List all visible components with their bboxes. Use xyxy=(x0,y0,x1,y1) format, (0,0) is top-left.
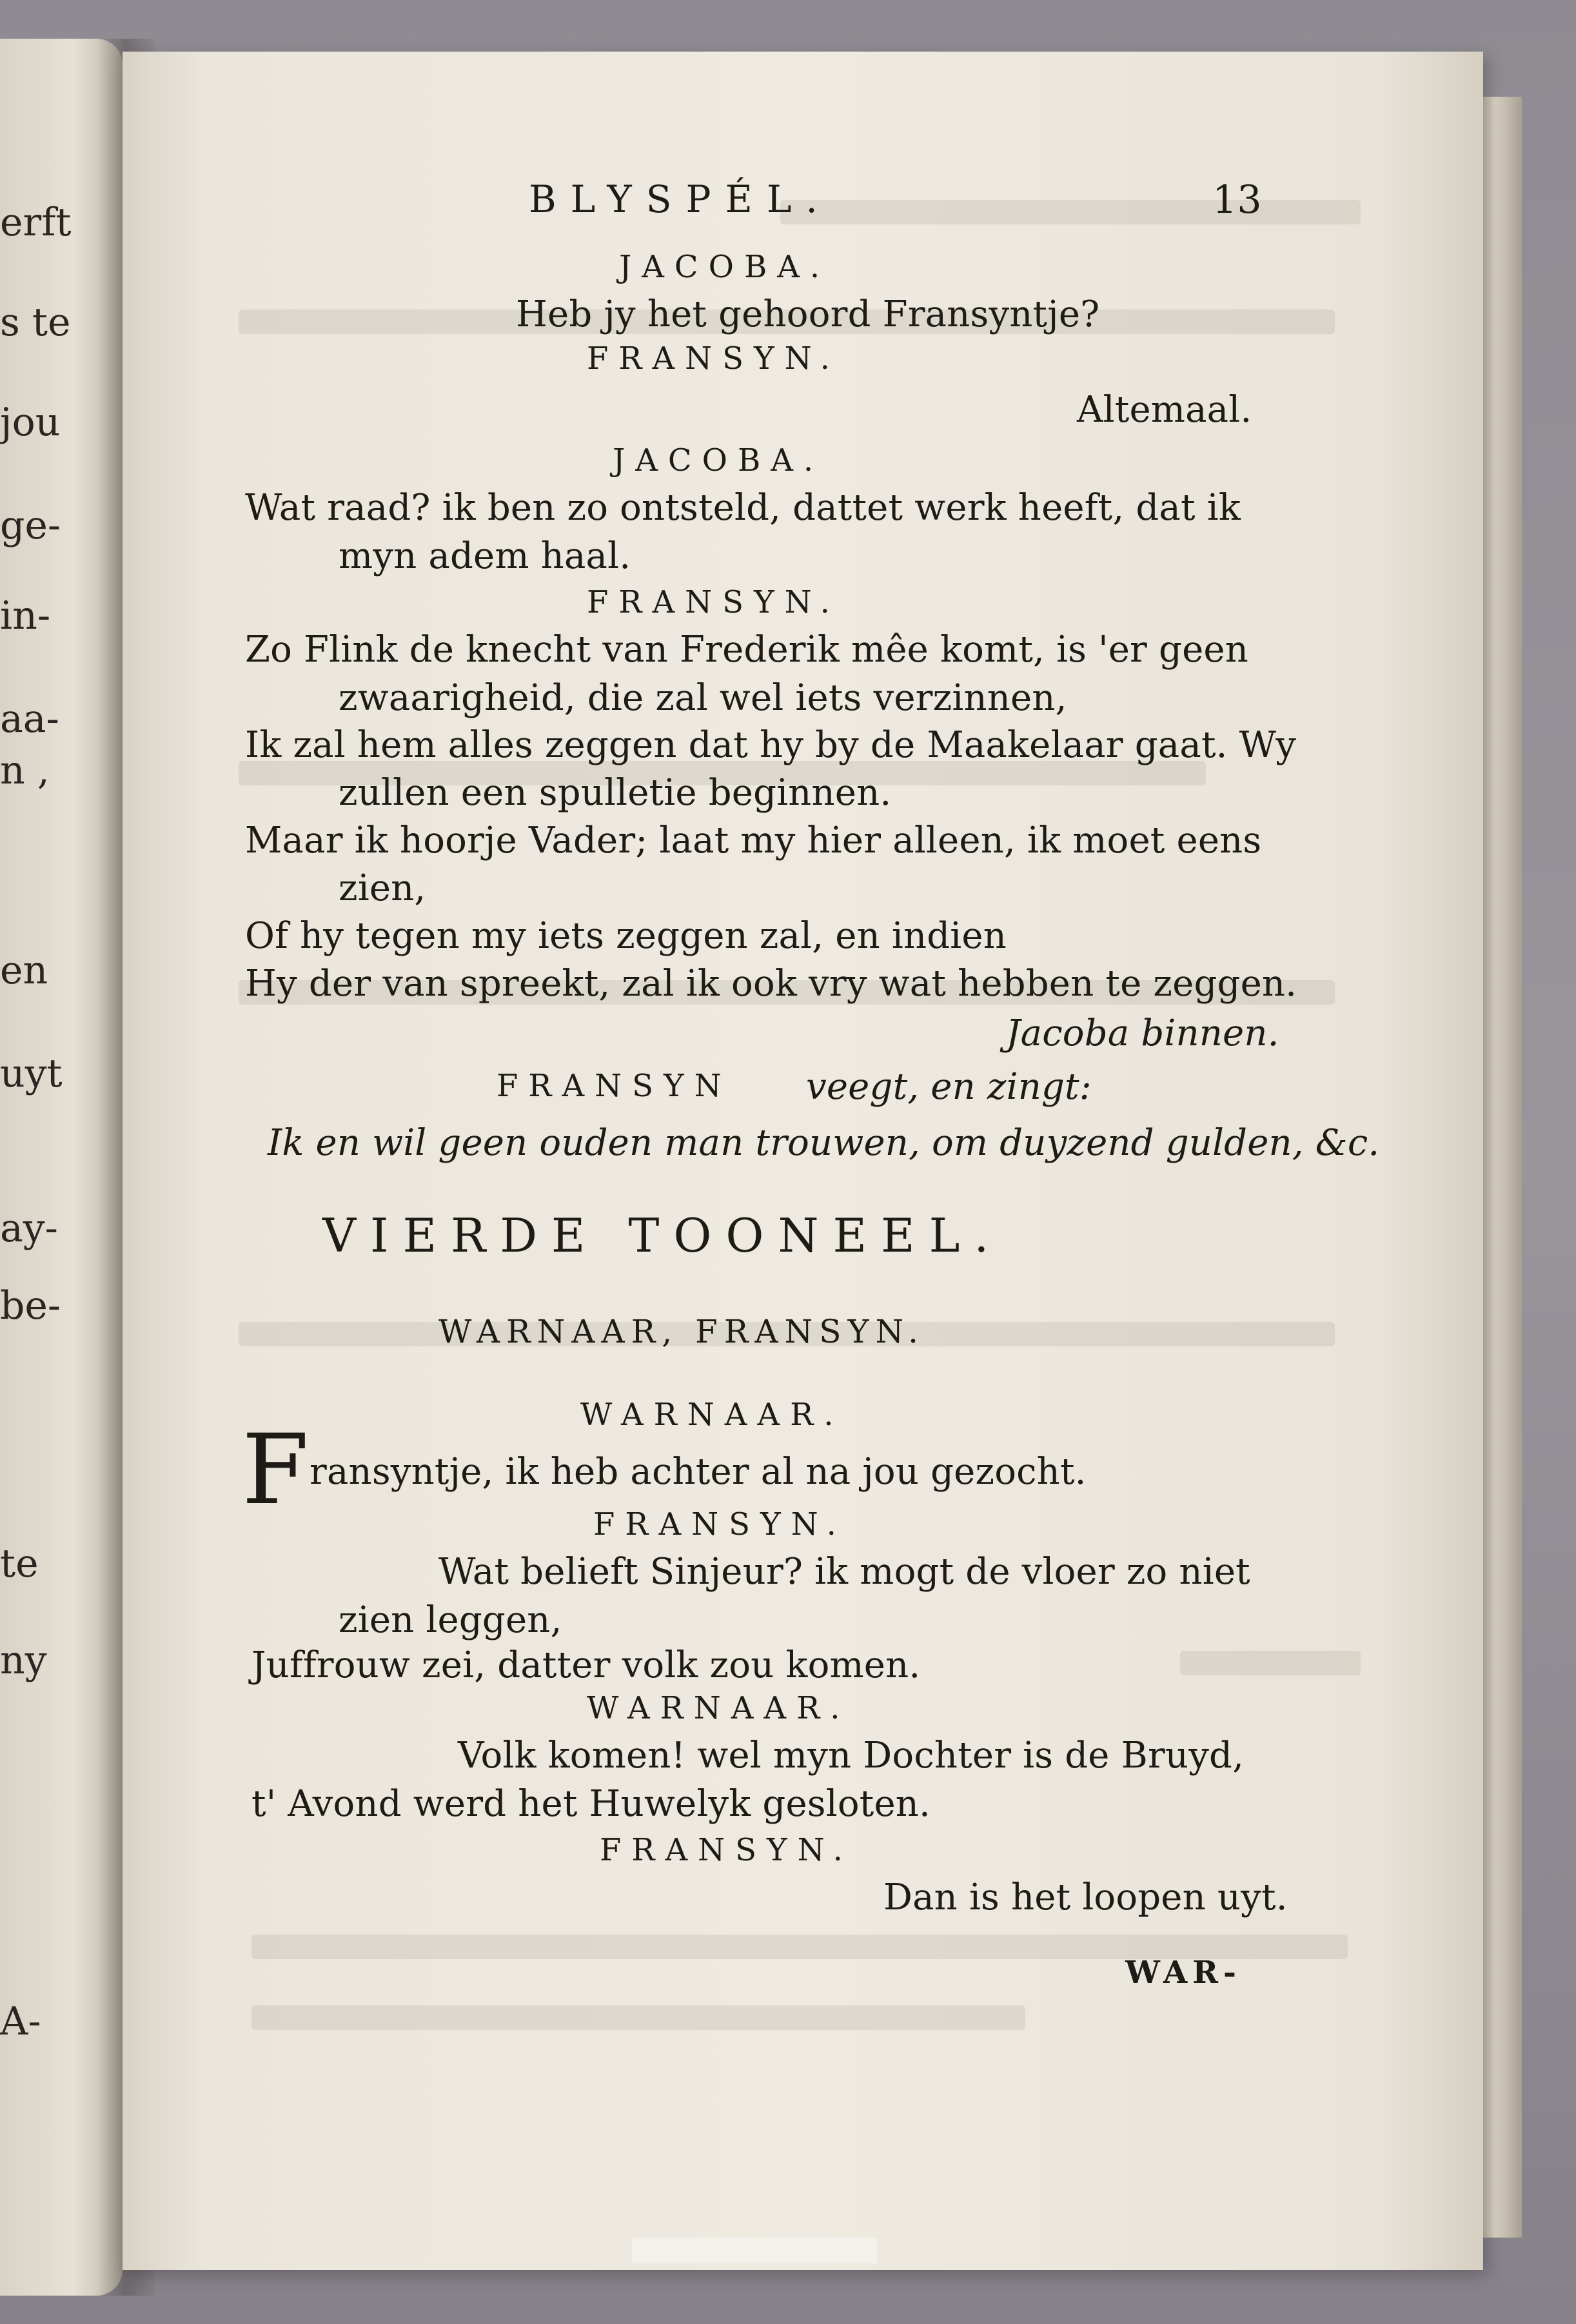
left-fragment: ay- xyxy=(0,1206,58,1251)
verse-line: Zo Flink de knecht van Frederik mêe komt, is 'er geen xyxy=(245,629,1249,671)
speaker-name: FRANSYN. xyxy=(587,340,840,377)
left-fragment: s te xyxy=(0,300,71,345)
left-fragment: ge- xyxy=(0,503,61,548)
verse-line: t' Avond werd het Huwelyk gesloten. xyxy=(251,1783,931,1825)
speaker-name: FRANSYN. xyxy=(600,1832,853,1868)
left-fragment: be- xyxy=(0,1283,61,1328)
stage-direction: Jacoba binnen. xyxy=(1006,1012,1279,1054)
left-fragment: aa- xyxy=(0,696,59,742)
left-fragment: en xyxy=(0,948,48,993)
catchword: WAR- xyxy=(1125,1955,1241,1991)
speaker-name: JACOBA. xyxy=(619,249,831,285)
speaker-name: FRANSYN xyxy=(497,1068,732,1104)
running-title: BLYSPÉL. xyxy=(529,177,832,221)
left-fragment: in- xyxy=(0,593,51,638)
page-number: 13 xyxy=(1212,177,1262,222)
verse-line: zullen een spulletie beginnen. xyxy=(339,772,892,814)
speaker-name: WARNAAR. xyxy=(580,1397,844,1433)
verse-line: Hy der van spreekt, zal ik ook vry wat hebben te zeggen. xyxy=(245,963,1297,1005)
left-fragment: jou xyxy=(0,400,61,445)
left-fragment: n , xyxy=(0,748,50,793)
speaker-name: FRANSYN. xyxy=(593,1506,847,1542)
verse-line: ransyntje, ik heb achter al na jou gezocht. xyxy=(310,1451,1087,1493)
speaker-name: WARNAAR. xyxy=(587,1690,851,1726)
left-fragment: te xyxy=(0,1541,39,1586)
left-fragment: ny xyxy=(0,1638,47,1683)
scene-cast: WARNAAR, FRANSYN. xyxy=(438,1313,925,1350)
verse-line: Dan is het loopen uyt. xyxy=(883,1876,1288,1918)
show-through-text xyxy=(780,200,1361,224)
speaker-name: FRANSYN. xyxy=(587,584,840,620)
show-through-text xyxy=(1180,1651,1361,1675)
verse-line: Wat belieft Sinjeur? ik mogt de vloer zo niet xyxy=(438,1551,1250,1593)
stage-direction: veegt, en zingt: xyxy=(806,1066,1092,1108)
left-fragment: uyt xyxy=(0,1051,63,1096)
verse-line: Wat raad? ik ben zo ontsteld, dattet werk heeft, dat ik xyxy=(245,487,1241,529)
verse-line: Juffrouw zei, datter volk zou komen. xyxy=(251,1644,921,1686)
scene-title: VIERDE TOONEEL. xyxy=(322,1208,1003,1263)
show-through-text xyxy=(251,2005,1025,2030)
verse-line: zwaarigheid, die zal wel iets verzinnen, xyxy=(339,677,1067,719)
page-block-edge xyxy=(1477,97,1522,2238)
verse-line: zien leggen, xyxy=(339,1599,562,1641)
page-content xyxy=(123,52,1483,2270)
left-fragment: A- xyxy=(0,1999,41,2044)
verse-line: Ik zal hem alles zeggen dat hy by de Maakelaar gaat. Wy xyxy=(245,724,1297,766)
verse-line: Altemaal. xyxy=(1077,389,1252,431)
verse-line: Heb jy het gehoord Fransyntje? xyxy=(516,293,1100,335)
left-fragment: erft xyxy=(0,200,72,245)
verse-line: myn adem haal. xyxy=(339,535,631,577)
song-line: Ik en wil geen ouden man trouwen, om duyzend gulden, &c. xyxy=(268,1122,1380,1164)
verse-line: Of hy tegen my iets zeggen zal, en indien xyxy=(245,915,1007,957)
verse-line: Volk komen! wel myn Dochter is de Bruyd, xyxy=(458,1735,1245,1777)
page-bottom-strip xyxy=(632,2238,877,2263)
speaker-name: JACOBA. xyxy=(613,442,824,478)
drop-capital: F xyxy=(242,1414,310,1526)
verse-line: zien, xyxy=(339,867,426,909)
verse-line: Maar ik hoorje Vader; laat my hier alleen, ik moet eens xyxy=(245,820,1262,862)
